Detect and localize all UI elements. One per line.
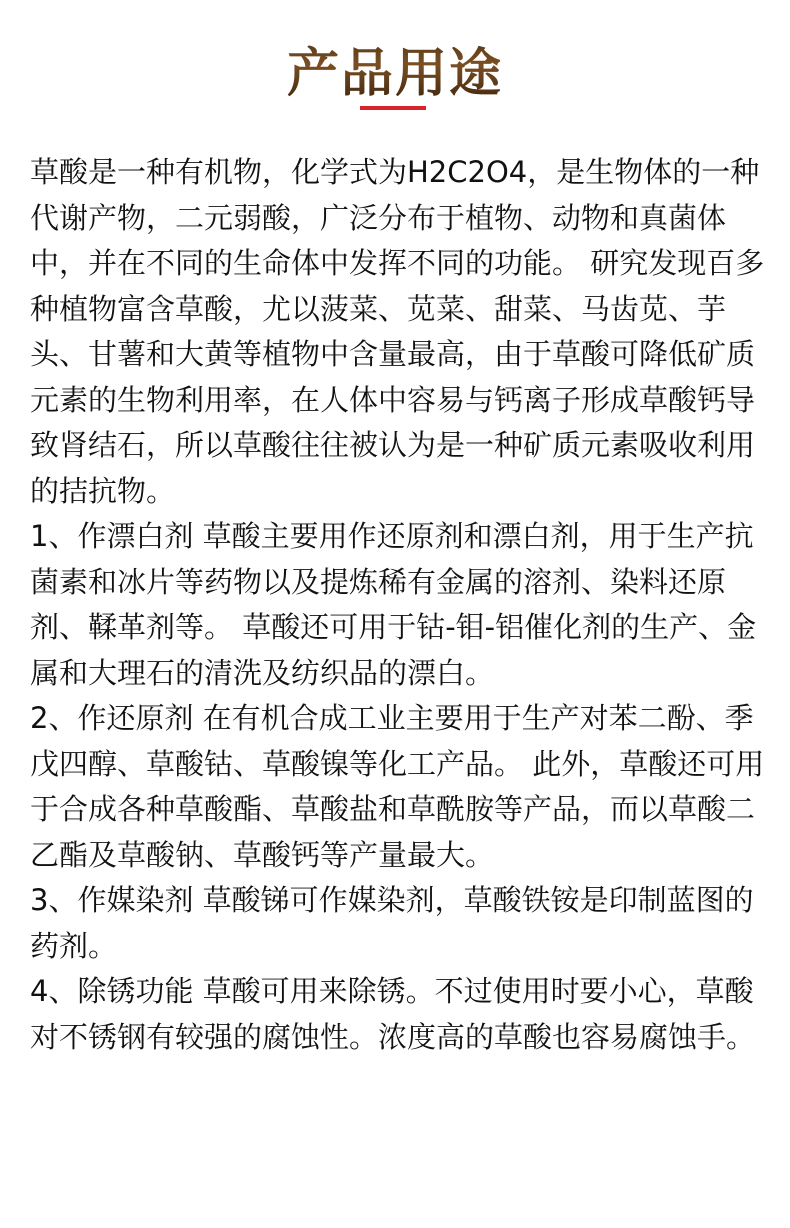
product-usage-content bbox=[30, 150, 770, 1060]
title-underline-divider bbox=[360, 106, 426, 110]
usage-bleach-paragraph: 1、作漂白剂 草酸主要用作还原剂和漂白剂，用于生产抗菌素和冰片等药物以及提炼稀有金属的溶剂、染料还原剂、鞣革剂等。 草酸还可用于钴-钼-铝催化剂的生产、金属和大理石的清洗及纺织品的漂白。 bbox=[30, 519, 757, 690]
usage-reducer-paragraph: 2、作还原剂 在有机合成工业主要用于生产对苯二酚、季戊四醇、草酸钴、草酸镍等化工产品。 此外，草酸还可用于合成各种草酸酯、草酸盐和草酰胺等产品，而以草酸二乙酯及草酸钠、草酸钙等产量最大。 bbox=[30, 701, 765, 872]
usage-mordant-paragraph: 3、作媒染剂 草酸锑可作媒染剂，草酸铁铵是印制蓝图的药剂。 bbox=[30, 883, 754, 963]
page-title: 产品用途 bbox=[0, 42, 790, 106]
usage-rust-removal-paragraph: 4、除锈功能 草酸可用来除锈。不过使用时要小心，草酸对不锈钢有较强的腐蚀性。浓度高的草酸也容易腐蚀手。 bbox=[30, 974, 756, 1054]
intro-paragraph: 草酸是一种有机物，化学式为H2C2O4，是生物体的一种代谢产物，二元弱酸，广泛分布于植物、动物和真菌体中，并在不同的生命体中发挥不同的功能。 研究发现百多种植物富含草酸，尤以菠菜、苋菜、甜菜、马齿苋、芋头、甘薯和大黄等植物中含量最高，由于草酸可降低矿质元素的生物利用率，在人体中容易与钙离子形成草酸钙导致肾结石，所以草酸往往被认为是一种矿质元素吸收利用的拮抗物。 bbox=[30, 155, 765, 508]
